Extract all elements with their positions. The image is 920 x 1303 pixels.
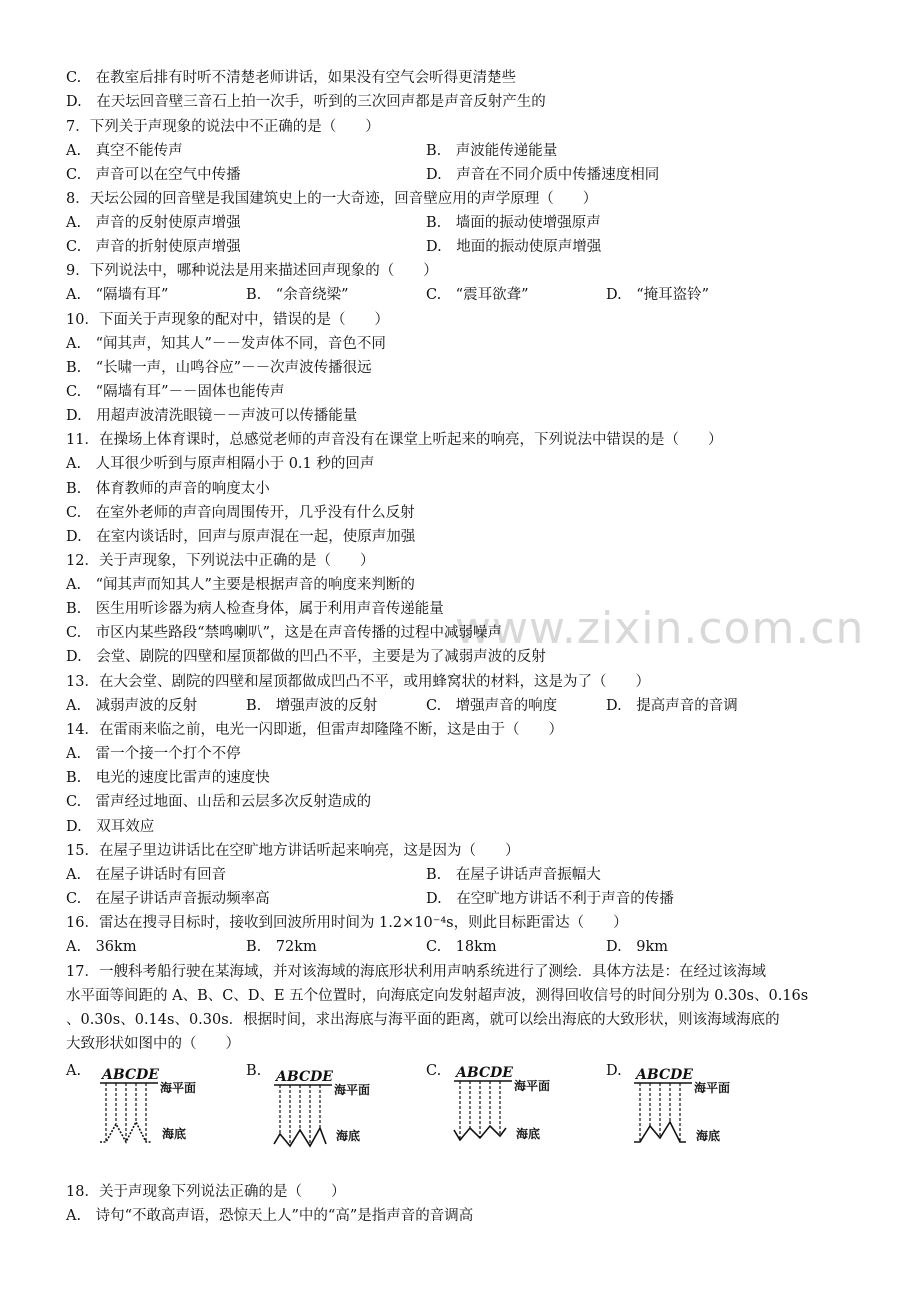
q17-option-c-label: C. — [426, 1063, 442, 1079]
q14-option-d: D. 双耳效应 — [66, 819, 155, 835]
q15-option-d: D. 在空旷地方讲话不利于声音的传播 — [426, 891, 674, 907]
question-9: 9．下列说法中，哪种说法是用来描述回声现象的（ ） — [66, 263, 438, 279]
q14-option-c: C. 雷声经过地面、山岳和云层多次反射造成的 — [66, 794, 372, 810]
watermark: www.zixin.com.cn — [455, 603, 865, 654]
q7-option-c: C. 声音可以在空气中传播 — [66, 167, 241, 183]
q8-option-b: B. 墙面的振动使增强原声 — [426, 215, 601, 231]
q12-option-b: B. 医生用听诊器为病人检查身体，属于利用声音传递能量 — [66, 601, 444, 617]
q9-option-b: B. “余音绕梁” — [246, 287, 349, 303]
seabed-diagram-c — [450, 1064, 580, 1150]
q9-option-a: A. “隔墙有耳” — [66, 287, 169, 303]
question-14: 14．在雷雨来临之前，电光一闪即逝，但雷声却隆隆不断，这是由于（ ） — [66, 722, 563, 738]
q8-option-a: A. 声音的反射使原声增强 — [66, 215, 241, 231]
q11-option-d: D. 在室内谈话时，回声与原声混在一起，使原声加强 — [66, 529, 416, 545]
diagram-letters: ABCDE — [276, 1069, 333, 1085]
q18-option-a: A. 诗句“不敢高声语，恐惊天上人”中的“高”是指声音的音调高 — [66, 1208, 474, 1224]
question-16: 16．雷达在搜寻目标时，接收到回波所用时间为 1.2×10⁻⁴s，则此目标距雷达（ ） — [66, 915, 628, 931]
sea-level-label: 海平面 — [160, 1081, 197, 1095]
sea-floor-label: 海底 — [516, 1127, 541, 1141]
question-18: 18．关于声现象下列说法正确的是（ ） — [66, 1184, 346, 1200]
sea-level-label: 海平面 — [694, 1081, 731, 1095]
seabed-diagram-a — [96, 1066, 226, 1152]
q11-option-b: B. 体育教师的声音的响度太小 — [66, 481, 270, 497]
question-17-line-3: 、0.30s、0.14s、0.30s．根据时间，求出海底与海平面的距离，就可以绘出海底的大致形状，则该海域海底的 — [66, 1012, 780, 1028]
q17-option-d-label: D. — [606, 1063, 622, 1079]
q8-option-d: D. 地面的振动使原声增强 — [426, 239, 602, 255]
question-13: 13．在大会堂、剧院的四壁和屋顶都做成凹凸不平，或用蜂窝状的材料，这是为了（ ） — [66, 674, 650, 690]
diagram-letters: ABCDE — [636, 1067, 693, 1083]
q17-option-a-label: A. — [66, 1063, 82, 1079]
q11-option-a: A. 人耳很少听到与原声相隔小于 0.1 秒的回声 — [66, 456, 375, 472]
question-17-line-1: 17．一艘科考船行驶在某海域，并对该海域的海底形状利用声呐系统进行了测绘．具体方法是：在经过该海域 — [66, 964, 766, 980]
question-12: 12．关于声现象，下列说法中正确的是（ ） — [66, 553, 375, 569]
sea-floor-label: 海底 — [162, 1127, 187, 1141]
question-15: 15．在屋子里边讲话比在空旷地方讲话听起来响亮，这是因为（ ） — [66, 843, 520, 859]
q13-option-d: D. 提高声音的音调 — [606, 698, 738, 714]
q15-option-c: C. 在屋子讲话声音振动频率高 — [66, 891, 270, 907]
q14-option-a: A. 雷一个接一个打个不停 — [66, 746, 241, 762]
q9-option-d: D. “掩耳盗铃” — [606, 287, 710, 303]
q13-option-b: B. 增强声波的反射 — [246, 698, 378, 714]
q13-option-c: C. 增强声音的响度 — [426, 698, 558, 714]
q13-option-a: A. 减弱声波的反射 — [66, 698, 198, 714]
q10-option-a: A. “闻其声，知其人”－－发声体不同，音色不同 — [66, 336, 386, 352]
q10-option-d: D. 用超声波清洗眼镜－－声波可以传播能量 — [66, 408, 358, 424]
question-17-line-2: 水平面等间距的 A、B、C、D、E 五个位置时，向海底定向发射超声波，测得回收信号的时间分别为 0.30s、0.16s — [66, 988, 809, 1004]
sea-floor-label: 海底 — [696, 1129, 721, 1143]
q12-option-d: D. 会堂、剧院的四壁和屋顶都做的凹凸不平，主要是为了减弱声波的反射 — [66, 649, 546, 665]
question-17-line-4: 大致形状如图中的（ ） — [66, 1036, 240, 1052]
q7-option-b: B. 声波能传递能量 — [426, 143, 558, 159]
q16-option-d: D. 9km — [606, 939, 668, 955]
q15-option-a: A. 在屋子讲话时有回音 — [66, 867, 227, 883]
question-10: 10．下面关于声现象的配对中，错误的是（ ） — [66, 312, 389, 328]
q14-option-b: B. 电光的速度比雷声的速度快 — [66, 770, 270, 786]
q8-option-c: C. 声音的折射使原声增强 — [66, 239, 241, 255]
question-8: 8．天坛公园的回音壁是我国建筑史上的一大奇迹，回音壁应用的声学原理（ ） — [66, 191, 598, 207]
seabed-diagram-d — [630, 1066, 760, 1152]
sea-floor-label: 海底 — [336, 1129, 361, 1143]
q15-option-b: B. 在屋子讲话声音振幅大 — [426, 867, 601, 883]
q16-option-a: A. 36km — [66, 939, 137, 955]
question-7: 7．下列关于声现象的说法中不正确的是（ ） — [66, 119, 380, 135]
q12-option-c: C. 市区内某些路段“禁鸣喇叭”，这是在声音传播的过程中减弱噪声 — [66, 625, 503, 641]
q16-option-c: C. 18km — [426, 939, 497, 955]
q6-option-c: C. 在教室后排有时听不清楚老师讲话，如果没有空气会听得更清楚些 — [66, 70, 517, 86]
q6-option-d: D. 在天坛回音壁三音石上拍一次手，听到的三次回声都是声音反射产生的 — [66, 94, 546, 110]
q11-option-c: C. 在室外老师的声音向周围传开，几乎没有什么反射 — [66, 505, 415, 521]
seabed-diagram-b — [270, 1068, 400, 1154]
question-11: 11．在操场上体育课时，总感觉老师的声音没有在课堂上听起来的响亮，下列说法中错误的是（ ） — [66, 432, 723, 448]
q12-option-a: A. “闻其声而知其人”主要是根据声音的响度来判断的 — [66, 577, 415, 593]
q10-option-b: B. “长啸一声，山鸣谷应”－－次声波传播很远 — [66, 360, 372, 376]
sea-level-label: 海平面 — [514, 1079, 551, 1093]
diagram-letters: ABCDE — [102, 1067, 159, 1083]
q9-option-c: C. “震耳欲聋” — [426, 287, 529, 303]
q10-option-c: C. “隔墙有耳”－－固体也能传声 — [66, 384, 285, 400]
q7-option-a: A. 真空不能传声 — [66, 143, 183, 159]
diagram-letters: ABCDE — [456, 1065, 513, 1081]
q7-option-d: D. 声音在不同介质中传播速度相同 — [426, 167, 660, 183]
q16-option-b: B. 72km — [246, 939, 317, 955]
sea-level-label: 海平面 — [334, 1083, 371, 1097]
q17-option-b-label: B. — [246, 1063, 262, 1079]
